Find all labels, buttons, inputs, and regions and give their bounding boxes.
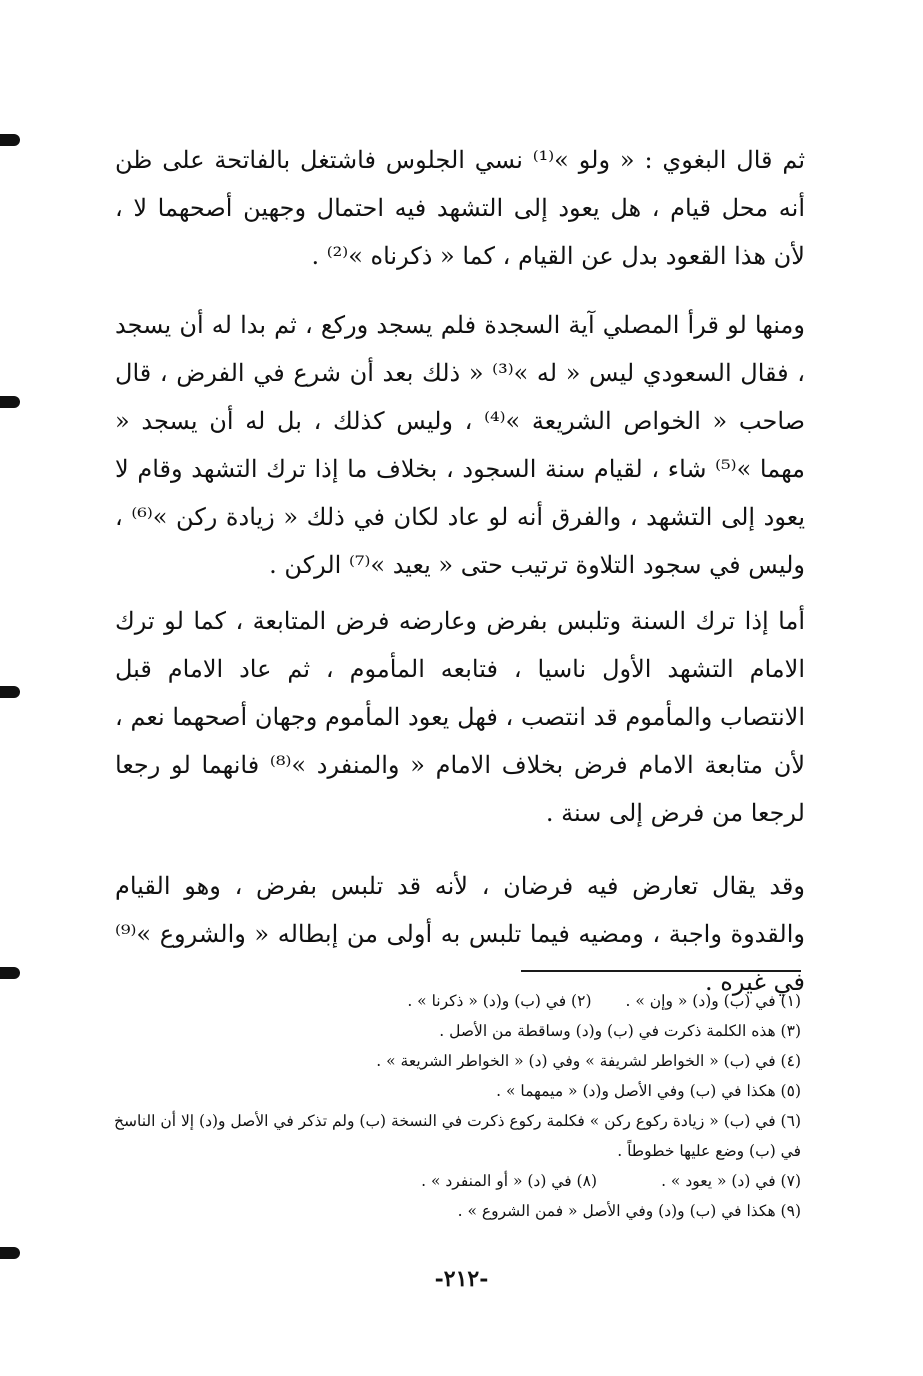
footnote-divider	[521, 970, 801, 972]
footnote: (٥) هكذا في (ب) وفي الأصل و(د) « ميمهما » .	[496, 1082, 801, 1100]
body-paragraph: ومنها لو قرأ المصلي آية السجدة فلم يسجد وركع ، ثم بدا له أن يسجد ، فقال السعودي ليس « له »⁽³⁾ « ذلك بعد أن شرع في الفرض ، قال صاحب « الخواص الشريعة »⁽⁴⁾ ، وليس كذلك ، بل له أن يسجد « مهما »⁽⁵⁾ شاء ، لقيام سنة السجود ، بخلاف ما إذا ترك التشهد وقام لا يعود إلى التشهد ، والفرق أنه لو عاد لكان في ذلك « زيادة ركن »⁽⁶⁾ ، وليس في سجود التلاوة ترتيب حتى « يعيد »⁽⁷⁾ الركن .	[115, 311, 806, 579]
footnote-row	[111, 1166, 801, 1196]
binding-mark	[0, 686, 20, 698]
footnote: (٦) في (ب) « زيادة ركوع ركن » فكلمة ركوع ذكرت في النسخة (ب) ولم تذكر في الأصل و(د) إلا أن الناسخ في (ب) وضع عليها خطوطاً .	[113, 1112, 801, 1160]
body-paragraph: وقد يقال تعارض فيه فرضان ، لأنه قد تلبس بفرض ، وهو القيام والقدوة واجبة ، ومضيه فيما تلبس به أولى من إبطاله « والشروع »⁽⁹⁾ في غيره .	[115, 872, 805, 996]
binding-mark	[0, 967, 20, 979]
binding-mark	[0, 1247, 20, 1259]
page-number: -٢١٢-	[434, 1266, 489, 1292]
footnote: (٣) هذه الكلمة ذكرت في (ب) و(د) وساقطة من الأصل .	[439, 1022, 801, 1040]
footnote: (٩) هكذا في (ب) و(د) وفي الأصل « فمن الشروع » .	[457, 1202, 801, 1220]
body-paragraph: أما إذا ترك السنة وتلبس بفرض وعارضه فرض المتابعة ، كما لو ترك الامام التشهد الأول ناسيا ، فتابعه المأموم ، ثم عاد الامام قبل الانتصاب والمأموم قد انتصب ، فهل يعود المأموم وجهان أصحهما نعم ، لأن متابعة الامام فرض بخلاف الامام « والمنفرد »⁽⁸⁾ فانهما لو رجعا لرجعا من فرض إلى سنة .	[115, 607, 806, 827]
footnotes	[111, 986, 801, 1226]
footnote-row	[111, 986, 801, 1016]
body-paragraph: ثم قال البغوي : « ولو »⁽¹⁾ نسي الجلوس فاشتغل بالفاتحة على ظن أنه محل قيام ، هل يعود إلى التشهد فيه احتمال وجهين أصحهما لا ، لأن هذا القعود بدل عن القيام ، كما « ذكرناه »⁽²⁾ .	[115, 146, 806, 270]
binding-mark	[0, 396, 20, 408]
binding-mark	[0, 134, 20, 146]
footnote: (٤) في (ب) « الخواطر لشريفة » وفي (د) « الخواطر الشريعة » .	[376, 1052, 801, 1070]
footnote: (٨) في (د) « أو المنفرد » .	[421, 1172, 597, 1190]
footnote: (٧) في (د) « يعود » .	[661, 1172, 801, 1190]
footnote: (٢) في (ب) و(د) « ذكرنا » .	[407, 992, 592, 1010]
footnote: (١) في (ب) و(د) « وإن » .	[625, 992, 801, 1010]
